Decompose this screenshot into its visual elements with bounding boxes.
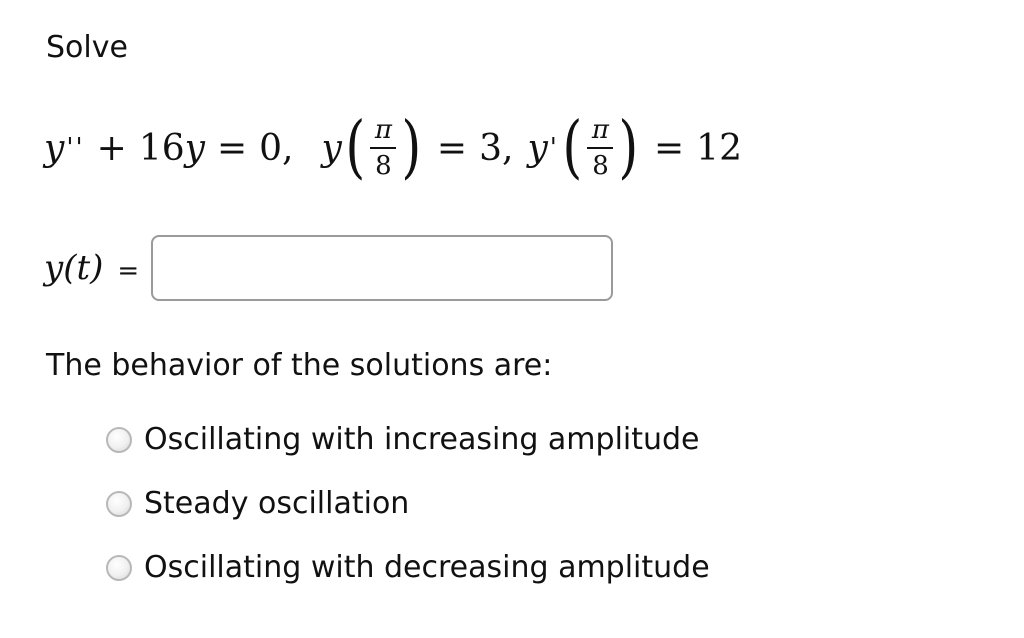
initial-condition-1-function: y: [321, 127, 342, 169]
fraction-denominator: 8: [375, 151, 392, 181]
option-label: Oscillating with increasing amplitude: [144, 422, 700, 457]
left-paren: (: [562, 108, 583, 187]
answer-input[interactable]: [151, 235, 613, 301]
answer-variable: y(t): [44, 248, 104, 288]
answer-equals: =: [117, 256, 140, 286]
initial-condition-2-value: 12: [696, 127, 742, 169]
question-heading: Solve: [46, 30, 128, 65]
equals-sign: =: [216, 127, 248, 169]
fraction-pi-over-8: [587, 116, 613, 180]
option-label: Steady oscillation: [144, 486, 410, 521]
initial-condition-2-function: y: [527, 127, 548, 169]
behavior-prompt: The behavior of the solutions are:: [46, 348, 553, 383]
right-paren: ): [618, 108, 639, 187]
equals-sign: =: [654, 127, 685, 169]
initial-condition-1-value: 3,: [479, 127, 514, 169]
fraction-bar: [370, 147, 396, 149]
option-increasing-amplitude[interactable]: [106, 408, 710, 472]
ode-rhs: 0,: [259, 127, 294, 169]
radio-button[interactable]: [106, 491, 132, 517]
ode-primes: '': [66, 133, 85, 163]
right-paren: ): [401, 108, 422, 187]
behavior-options: [106, 408, 710, 600]
initial-condition-2-prime: ': [549, 133, 559, 163]
answer-label: [44, 248, 151, 288]
left-paren: (: [345, 108, 366, 187]
equals-sign: =: [436, 127, 468, 169]
coefficient: 16: [138, 127, 185, 169]
fraction-pi-over-8: [370, 116, 396, 180]
fraction-denominator: 8: [592, 151, 609, 181]
option-steady-oscillation[interactable]: [106, 472, 710, 536]
coefficient-variable: y: [184, 127, 205, 169]
answer-row: [44, 234, 613, 302]
fraction-numerator: π: [374, 115, 392, 145]
ode-variable: y: [44, 127, 65, 169]
radio-button[interactable]: [106, 555, 132, 581]
fraction-bar: [587, 147, 613, 149]
option-decreasing-amplitude[interactable]: [106, 536, 710, 600]
radio-button[interactable]: [106, 427, 132, 453]
fraction-numerator: π: [591, 115, 610, 145]
plus-sign: +: [96, 127, 127, 169]
differential-equation: [44, 98, 742, 198]
option-label: Oscillating with decreasing amplitude: [144, 550, 710, 585]
